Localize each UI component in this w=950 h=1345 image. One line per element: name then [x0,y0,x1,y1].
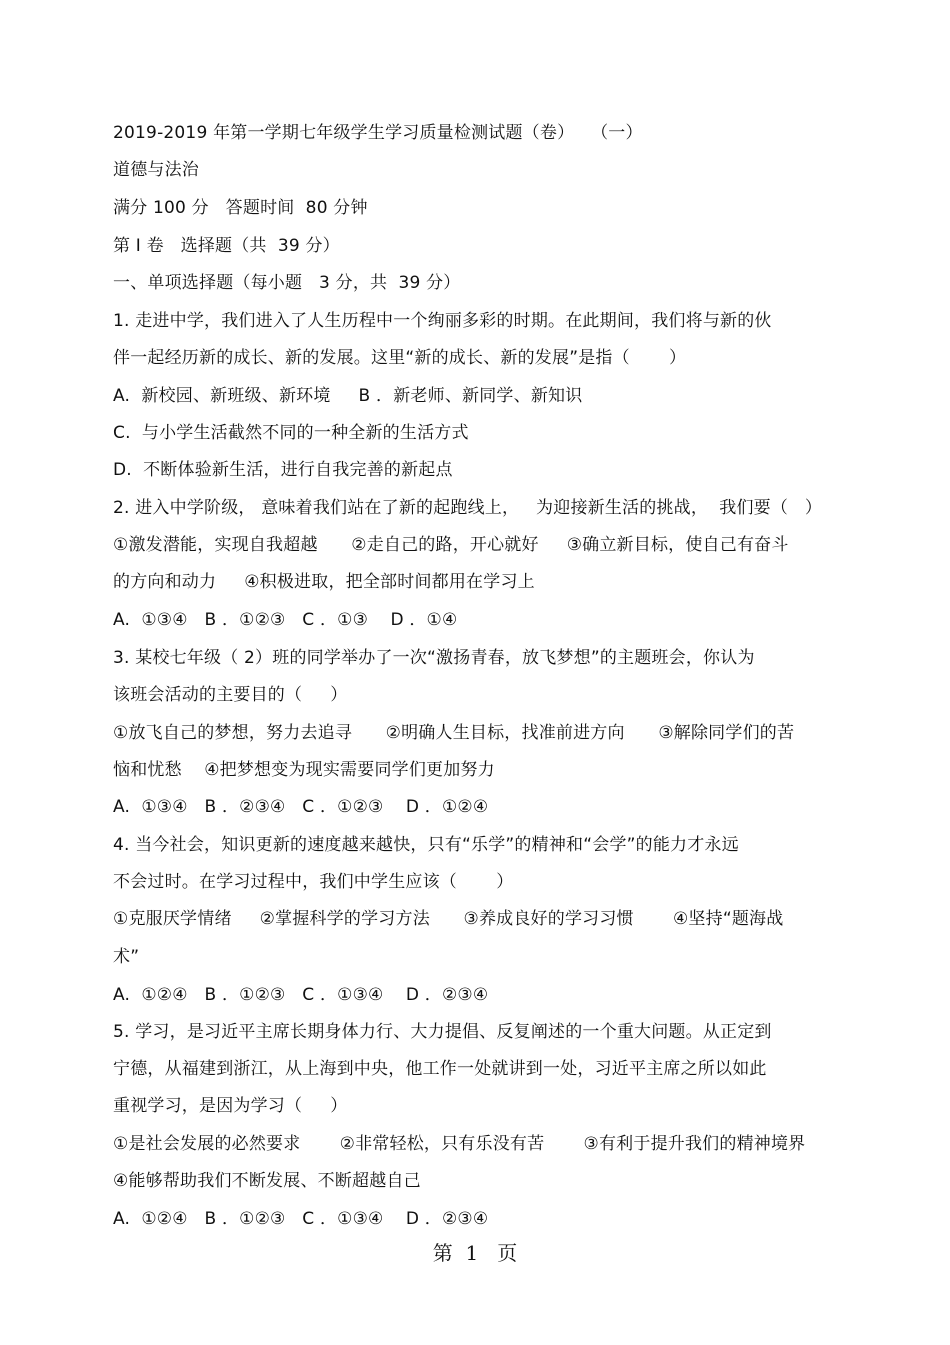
question-5-stem-line-2: 宁德，从福建到浙江，从上海到中央，他工作一处就讲到一处，习近平主席之所以如此 [113,1059,767,1079]
question-5-options: A. ①②④ B ．①②③ C ．①③④ D ．②③④ [113,1209,489,1229]
question-5-statements-line-2: ④能够帮助我们不断发展、不断超越自己 [113,1171,421,1191]
question-4-stem-line-2: 不会过时。在学习过程中，我们中学生应该（ ） [113,872,514,892]
question-1-option-d: D. 不断体验新生活，进行自我完善的新起点 [113,460,453,480]
question-2-statements-line-1: ①激发潜能，实现自我超越 ②走自己的路，开心就好 ③确立新目标，使自己有奋斗 [113,535,789,555]
question-5-stem-line-3: 重视学习，是因为学习（ ） [113,1096,348,1116]
question-3-options: A. ①③④ B ．②③④ C ．①②③ D ．①②④ [113,797,489,817]
question-4-statements-line-1: ①克服厌学情绪 ②掌握科学的学习方法 ③养成良好的学习习惯 ④坚持“题海战 [113,909,784,929]
question-5-stem-line-1: 5. 学习，是习近平主席长期身体力行、大力提倡、反复阐述的一个重大问题。从正定到 [113,1022,772,1042]
question-2-statements-line-2: 的方向和动力 ④积极进取，把全部时间都用在学习上 [113,572,535,592]
question-3-stem-line-1: 3. 某校七年级（ 2）班的同学举办了一次“激扬青春，放飞梦想”的主题班会，你认为 [113,648,755,668]
question-4-statements-line-2: 术” [113,947,140,967]
question-1-stem-line-1: 1. 走进中学，我们进入了人生历程中一个绚丽多彩的时期。在此期间，我们将与新的伙 [113,311,772,331]
question-2-stem: 2. 进入中学阶级， 意味着我们站在了新的起跑线上， 为迎接新生活的挑战， 我们要（ ） [113,498,823,518]
part-title: 第 I 卷 选择题（共 39 分） [113,236,340,256]
question-1-option-ab: A. 新校园、新班级、新环境 B ．新老师、新同学、新知识 [113,386,583,406]
exam-title: 2019-2019 年第一学期七年级学生学习质量检测试题（卷） （一） [113,123,643,143]
exam-meta: 满分 100 分 答题时间 80 分钟 [113,198,368,218]
section-heading: 一、单项选择题（每小题 3 分，共 39 分） [113,273,461,293]
question-4-stem-line-1: 4. 当今社会，知识更新的速度越来越快，只有“乐学”的精神和“会学”的能力才永远 [113,835,739,855]
question-1-option-c: C. 与小学生活截然不同的一种全新的生活方式 [113,423,469,443]
question-5-statements-line-1: ①是社会发展的必然要求 ②非常轻松，只有乐没有苦 ③有利于提升我们的精神境界 [113,1134,806,1154]
question-3-stem-line-2: 该班会活动的主要目的（ ） [113,685,348,705]
question-2-options: A. ①③④ B ．①②③ C ．①③ D ．①④ [113,610,458,630]
question-1-stem-line-2: 伴一起经历新的成长、新的发展。这里“新的成长、新的发展”是指（ ） [113,348,687,368]
page-number: 第 1 页 [432,1241,518,1265]
question-3-statements-line-2: 恼和忧愁 ④把梦想变为现实需要同学们更加努力 [113,760,495,780]
question-4-options: A. ①②④ B ．①②③ C ．①③④ D ．②③④ [113,985,489,1005]
question-3-statements-line-1: ①放飞自己的梦想，努力去追寻 ②明确人生目标，找准前进方向 ③解除同学们的苦 [113,723,795,743]
subject-name: 道德与法治 [113,160,199,180]
